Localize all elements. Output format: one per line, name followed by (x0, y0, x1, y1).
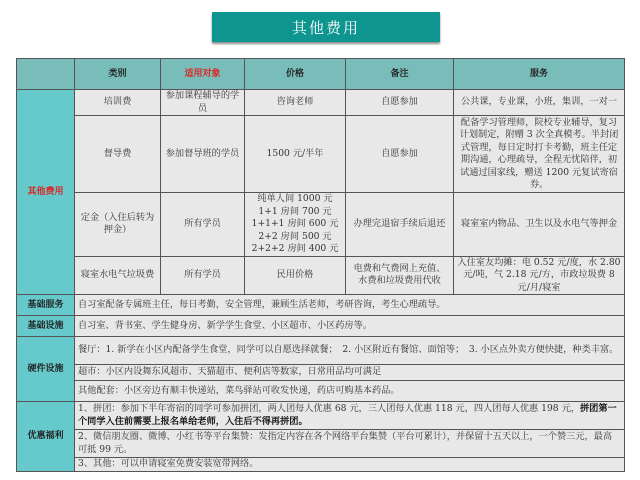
fee-service: 入住室友均摊：电 0.52 元/度，水 2.80 元/吨，气 2.18 元/方，市政垃圾费 8 元/月/寝室 (454, 256, 625, 295)
header-row (17, 59, 625, 90)
fee-type: 定金（入住后转为押金） (75, 193, 161, 257)
table-row (17, 458, 625, 472)
fee-note: 办理完退宿手续后退还 (346, 193, 454, 257)
discount-social-likes: 2、微信朋友圈、微博、小红书等平台集赞：发指定内容在各个网络平台集赞（平台可累计），并保留十五天以上，一个赞三元，最高可抵 99 元。 (75, 430, 625, 458)
discount-group-buy-text: 1、拼团：参加下半年寄宿的同学可参加拼团，两人团每人优惠 68 元，三人团每人优惠 118 元，四人团每人优惠 198 元， (78, 403, 580, 414)
fee-service: 公共课，专业课，小班，集训，一对一 (454, 90, 625, 116)
category-hardware: 硬件设施 (17, 337, 75, 402)
category-basic-facilities: 基础设施 (17, 316, 75, 337)
discount-other: 3、其他：可以申请寝室免费安装宽带网络。 (75, 458, 625, 472)
table-row (17, 193, 625, 257)
table-row (17, 430, 625, 458)
price-line: 2+2+2 房间 400 元 (251, 243, 339, 254)
discount-group-buy-note: 拼团第一个同学入住前需要上报名单给老师，入住后不得再拼团。 (78, 403, 617, 427)
table-row (17, 116, 625, 193)
fee-price (245, 193, 346, 257)
fee-price: 1500 元/半年 (245, 116, 346, 193)
fee-note: 自愿参加 (346, 116, 454, 193)
table-row (17, 381, 625, 402)
hardware-supermarket: 超市：小区内设舞东风超市、天猫超市、便利店等数家，日常用品均可满足 (75, 365, 625, 381)
fee-price: 民用价格 (245, 256, 346, 295)
fee-service: 配备学习管理师，院校专业辅导，复习计划制定，附赠 3 次全真模考。半封闭式管理，每日定时打卡考勤，班主任定期沟通，心理疏导，全程无忧陪伴，初试通过国家线，赠送 1200 元复试寄宿券。 (454, 116, 625, 193)
table-row (17, 316, 625, 337)
table-row (17, 337, 625, 365)
category-discounts: 优惠福利 (17, 402, 75, 472)
fee-price: 咨询老师 (245, 90, 346, 116)
header-service: 服务 (454, 59, 625, 90)
basic-service-text: 自习室配备专属班主任，每日考勤，安全管理，兼顾生活老师，考研咨询，考生心理疏导。 (75, 295, 625, 316)
fee-target: 所有学员 (161, 256, 245, 295)
category-other-fees: 其他费用 (17, 90, 75, 295)
fee-target: 参加课程辅导的学员 (161, 90, 245, 116)
basic-facilities-text: 自习室、背书室、学生健身房、新学学生食堂、小区超市、小区药房等。 (75, 316, 625, 337)
fees-table (16, 58, 625, 472)
header-type: 类别 (75, 59, 161, 90)
price-line: 1+1 房间 700 元 (258, 205, 332, 217)
header-note: 备注 (346, 59, 454, 90)
header-target: 适用对象 (161, 59, 245, 90)
hardware-other: 其他配套：小区旁边有顺丰快递站，菜鸟驿站可收发快递，药店可购基本药品。 (75, 381, 625, 402)
header-price: 价格 (245, 59, 346, 90)
fee-service: 寝室室内物品、卫生以及水电气等押金 (454, 193, 625, 257)
page-title: 其他费用 (212, 12, 440, 42)
fee-type: 督导费 (75, 116, 161, 193)
hardware-dining: 餐厅：1. 新学在小区内配备学生食堂，同学可以自愿选择就餐； 2. 小区附近有餐馆、面馆等； 3. 小区点外卖方便快捷，种类丰富。 (75, 337, 625, 365)
header-blank (17, 59, 75, 90)
price-line: 1+1+1 房间 600 元 (251, 218, 339, 229)
fee-note: 自愿参加 (346, 90, 454, 116)
fee-type: 培训费 (75, 90, 161, 116)
price-line: 2+2 房间 500 元 (258, 230, 332, 242)
price-line: 纯单人间 1000 元 (257, 193, 333, 204)
table-row (17, 90, 625, 116)
fee-target: 参加督导班的学员 (161, 116, 245, 193)
category-basic-service: 基础服务 (17, 295, 75, 316)
fee-target: 所有学员 (161, 193, 245, 257)
table-row (17, 365, 625, 381)
discount-group-buy (75, 402, 625, 430)
table-row (17, 295, 625, 316)
fee-type: 寝室水电气垃圾费 (75, 256, 161, 295)
fee-note: 电费和气费网上充值、水费和垃圾费用代收 (346, 256, 454, 295)
table-row (17, 256, 625, 295)
table-row (17, 402, 625, 430)
